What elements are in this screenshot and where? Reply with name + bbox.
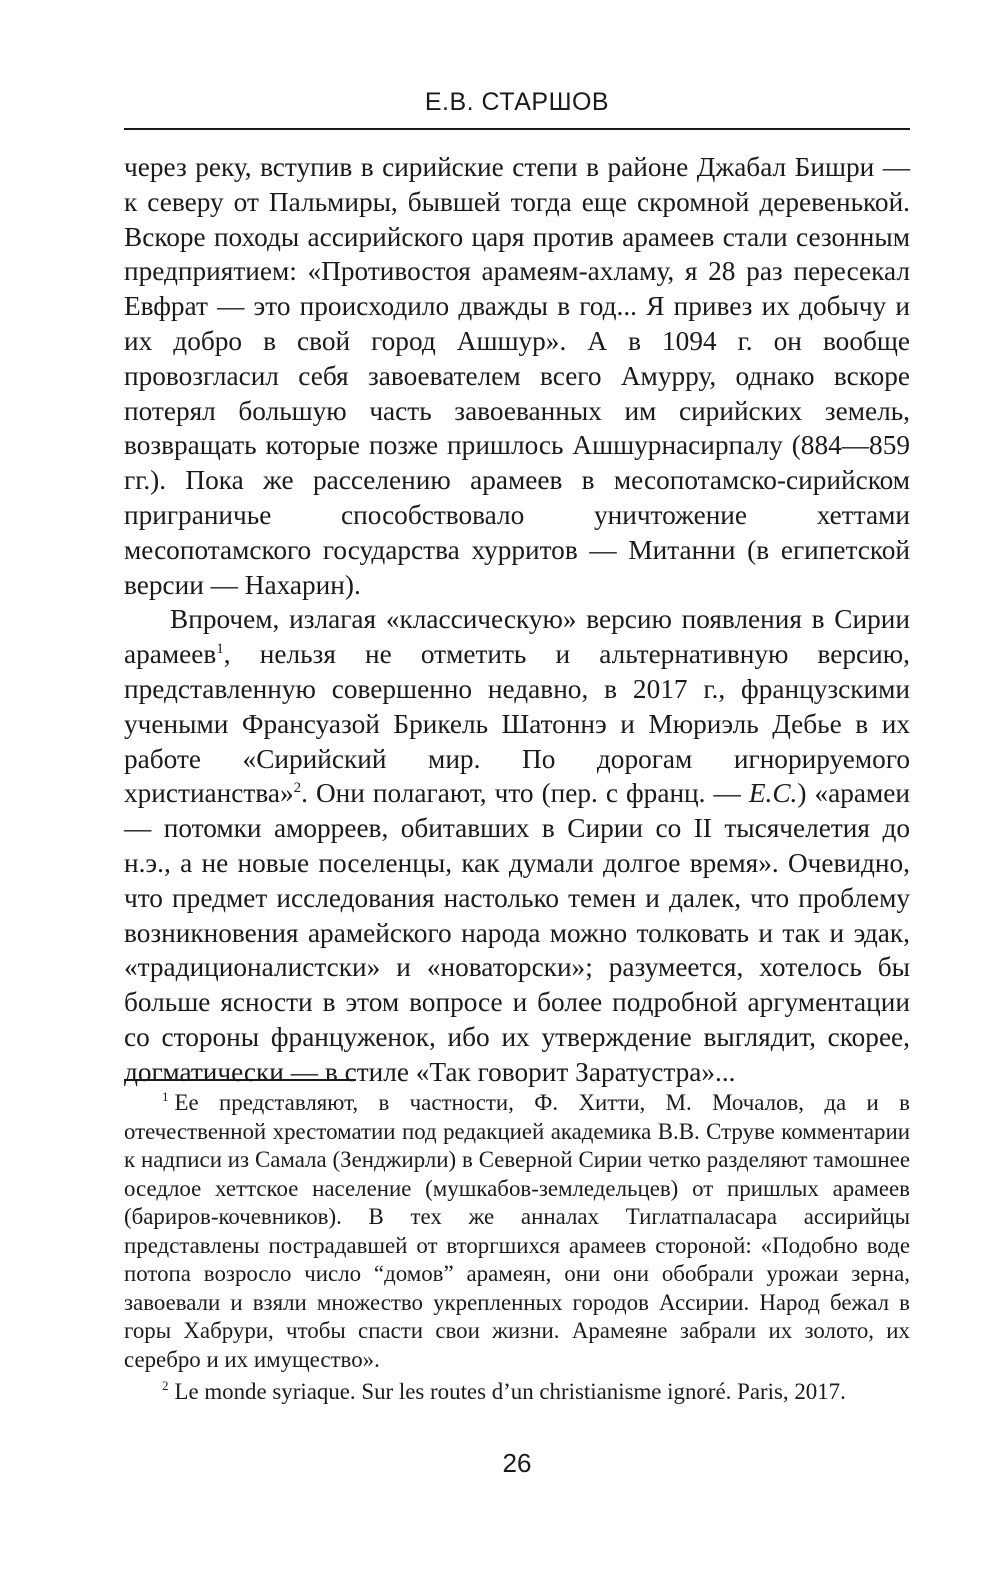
footnote-2	[124, 1378, 910, 1407]
paragraph-2-part-2: , нельзя не отметить и альтернативную версию, представленную совершенно недавно, в 2017 г., французскими учеными Франсуазой Брикель Шатоннэ и Мюриэль Дебье в их работе «Сирийский мир. По дорогам игнорируемого христианства»	[124, 639, 910, 809]
main-text	[124, 150, 910, 1090]
paragraph-1: через реку, вступив в сирийские степи в районе Джабал Бишри — к северу от Пальмиры, бывшей тогда еще скромной деревенькой. Вскоре походы ассирийского царя против арамеев стали сезонным предприятием: «Противостоя арамеям-ахламу, я 28 раз пересекал Евфрат — это происходило дважды в год... Я привез их добычу и их добро в свой город Ашшур». А в 1094 г. он вообще провозгласил себя завоевателем всего Амурру, однако вскоре потерял большую часть завоеванных им сирийских земель, возвращать которые позже пришлось Ашшурнасирпалу (884—859 гг.). Пока же расселению арамеев в месопотамско-сирийском приграничье способствовало уничтожение хеттами месопотамского государства хурритов — Митанни (в египетской версии — Нахарин).	[124, 152, 910, 600]
footnote-1-marker: 1	[162, 1089, 169, 1104]
footnote-2-marker: 2	[162, 1378, 169, 1393]
paragraph-2-part-4: ) «арамеи — потомки аморреев, обитавших в Сирии со II тысячелетия до н.э., а не новые поселенцы, как думали долгое время». Очевидно, что предмет исследования настолько темен и далек, что проблему возникновения арамейского народа можно толковать и так и эдак, «традиционалистски» и «новаторски»; разумеется, хотелось бы больше ясности в этом вопросе и более подробной аргументации со стороны француженок, ибо их утверждение выглядит, скорее, догматически — в стиле «Так говорит Заратустра»...	[124, 778, 910, 1087]
paragraph-2-part-1: Впрочем, излагая «классическую» версию появления в Сирии арамеев	[124, 604, 910, 670]
paragraph-2-part-3: . Они полагают, что (пер. с франц. —	[301, 778, 749, 809]
footnote-rule	[124, 1079, 356, 1081]
author-initials: Е.С.	[748, 778, 798, 809]
page-number: 26	[502, 1448, 532, 1478]
running-head-author: Е.В. СТАРШОВ	[424, 88, 610, 116]
header-rule	[124, 128, 910, 130]
footnote-ref-1[interactable]: 1	[216, 641, 224, 658]
footnote-1	[124, 1089, 910, 1374]
footnote-ref-2[interactable]: 2	[293, 780, 302, 797]
footnotes	[124, 1089, 910, 1411]
footnote-1-text: Ее представляют, в частности, Ф. Хитти, М. Мочалов, да и в отечественной хрестоматии под редакцией академика В.В. Струве комментарии к надписи из Самала (Зенджирли) в Северной Сирии четко разделяют тамошнее оседлое хеттское население (мушкабов-земледельцев) от пришлых арамеев (бариров-кочевников). В тех же анналах Тиглатпаласара ассирийцы представлены пострадавшей от вторгшихся арамеев стороной: «Подобно воде потопа возросло число “домов” арамеян, они они обобрали урожаи зерна, завоевали и взяли множество укрепленных городов Ассирии. Народ бежал в горы Хабрури, чтобы спасти свои жизни. Арамеяне забрали их золото, их серебро и их имущество».	[124, 1090, 910, 1372]
footnote-2-text: Le monde syriaque. Sur les routes d’un christianisme ignoré. Paris, 2017.	[174, 1379, 846, 1404]
paragraph-2	[124, 602, 910, 1089]
